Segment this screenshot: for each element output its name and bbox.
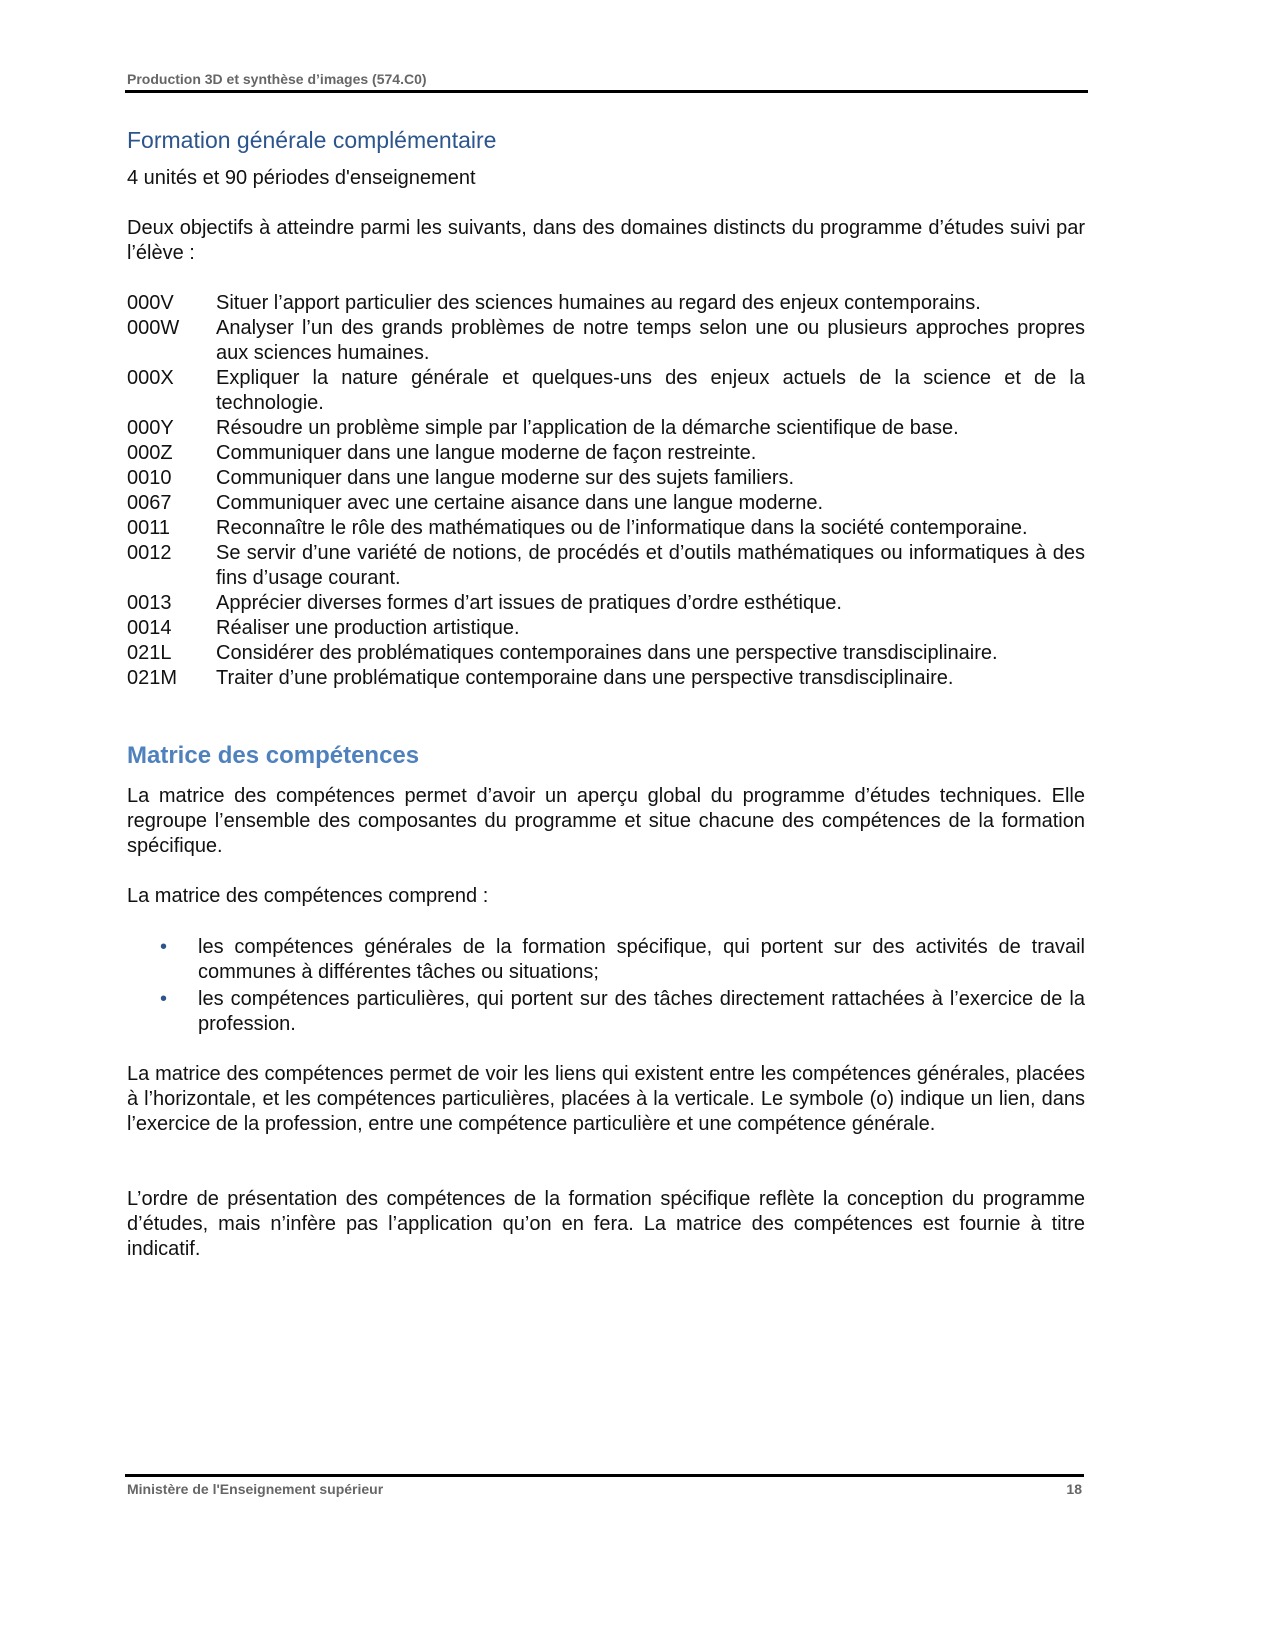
objective-code: 000V [127,292,174,314]
running-header: Production 3D et synthèse d’images (574.C0) [127,71,427,87]
page-number: 18 [1066,1481,1082,1497]
objective-item [127,641,1085,666]
footer-ministry: Ministère de l'Enseignement supérieur [127,1481,384,1497]
bullet-item: • les compétences particulières, qui portent sur des tâches directement rattachées à l’exercice de la profession. [160,988,1085,1035]
bullet-icon: • [160,936,168,958]
paragraph: La matrice des compétences permet d’avoir un aperçu global du programme d’études techniques. Elle regroupe l’ensemble des composantes du programme et situe chacune des compétences de la formation spécifique. [127,785,1085,857]
objective-text: Traiter d’une problématique contemporaine dans une perspective transdisciplinaire. [216,667,954,689]
objective-code: 0014 [127,617,172,639]
objective-item [127,591,1085,616]
objective-text: Analyser l’un des grands problèmes de notre temps selon une ou plusieurs approches propres aux sciences humaines. [216,317,1085,364]
header-rule [125,90,1088,93]
objective-item [127,491,1085,516]
objective-code: 000W [127,317,180,339]
objective-code: 0011 [127,517,171,539]
objective-item [127,516,1085,541]
objective-item [127,466,1085,491]
objective-code: 021M [127,667,178,689]
objective-item [127,666,1085,691]
objective-text: Se servir d’une variété de notions, de procédés et d’outils mathématiques ou informatiques à des fins d’usage courant. [216,542,1085,589]
objective-text: Expliquer la nature générale et quelques-uns des enjeux actuels de la science et de la technologie. [216,367,1085,414]
section-heading-matrice: Matrice des compétences [127,742,420,769]
paragraph: La matrice des compétences permet de voir les liens qui existent entre les compétences générales, placées à l’horizontale, et les compétences particulières, placées à la verticale. Le symbole (o) indique un lien, dans l’exercice de la profession, entre une compétence particulière et une compétence générale. [127,1063,1085,1135]
bullet-item: • les compétences générales de la formation spécifique, qui portent sur des activités de travail communes à différentes tâches ou situations; [160,936,1085,983]
objective-code: 0010 [127,467,172,489]
paragraph: L’ordre de présentation des compétences de la formation spécifique reflète la conception du programme d’études, mais n’infère pas l’application qu’on en fera. La matrice des compétences est fournie à titre indicatif. [127,1188,1085,1260]
objective-code: 000Z [127,442,173,464]
paragraph: La matrice des compétences comprend : [127,885,489,907]
objective-text: Réaliser une production artistique. [216,617,520,639]
objective-text: Communiquer avec une certaine aisance dans une langue moderne. [216,492,824,514]
objective-text: Communiquer dans une langue moderne de façon restreinte. [216,442,757,464]
objective-item [127,316,1085,366]
bullet-icon: • [160,988,168,1010]
section-heading: Formation générale complémentaire [127,127,497,153]
objective-item [127,441,1085,466]
objectives-list [127,291,1085,691]
objective-code: 0012 [127,542,172,564]
objective-item [127,616,1085,641]
objective-code: 0013 [127,592,172,614]
objective-item [127,541,1085,591]
footer-rule [125,1474,1084,1477]
objective-code: 000X [127,367,174,389]
objective-text: Apprécier diverses formes d’art issues de pratiques d’ordre esthétique. [216,592,842,614]
objective-code: 000Y [127,417,174,439]
objective-code: 0067 [127,492,172,514]
objective-text: Considérer des problématiques contemporaines dans une perspective transdisciplinaire. [216,642,998,664]
objective-text: Résoudre un problème simple par l’application de la démarche scientifique de base. [216,417,959,439]
objective-text: Reconnaître le rôle des mathématiques ou de l’informatique dans la société contemporaine. [216,517,1028,539]
objective-item [127,416,1085,441]
units-text: 4 unités et 90 périodes d'enseignement [127,167,476,189]
objective-text: Communiquer dans une langue moderne sur des sujets familiers. [216,467,795,489]
bullet-list [160,935,1085,1037]
objective-item [127,366,1085,416]
objective-item [127,291,1085,316]
objective-code: 021L [127,642,172,664]
objective-text: Situer l’apport particulier des sciences humaines au regard des enjeux contemporains. [216,292,981,314]
intro-paragraph: Deux objectifs à atteindre parmi les suivants, dans des domaines distincts du programme d’études suivi par l’élève : [127,217,1085,264]
